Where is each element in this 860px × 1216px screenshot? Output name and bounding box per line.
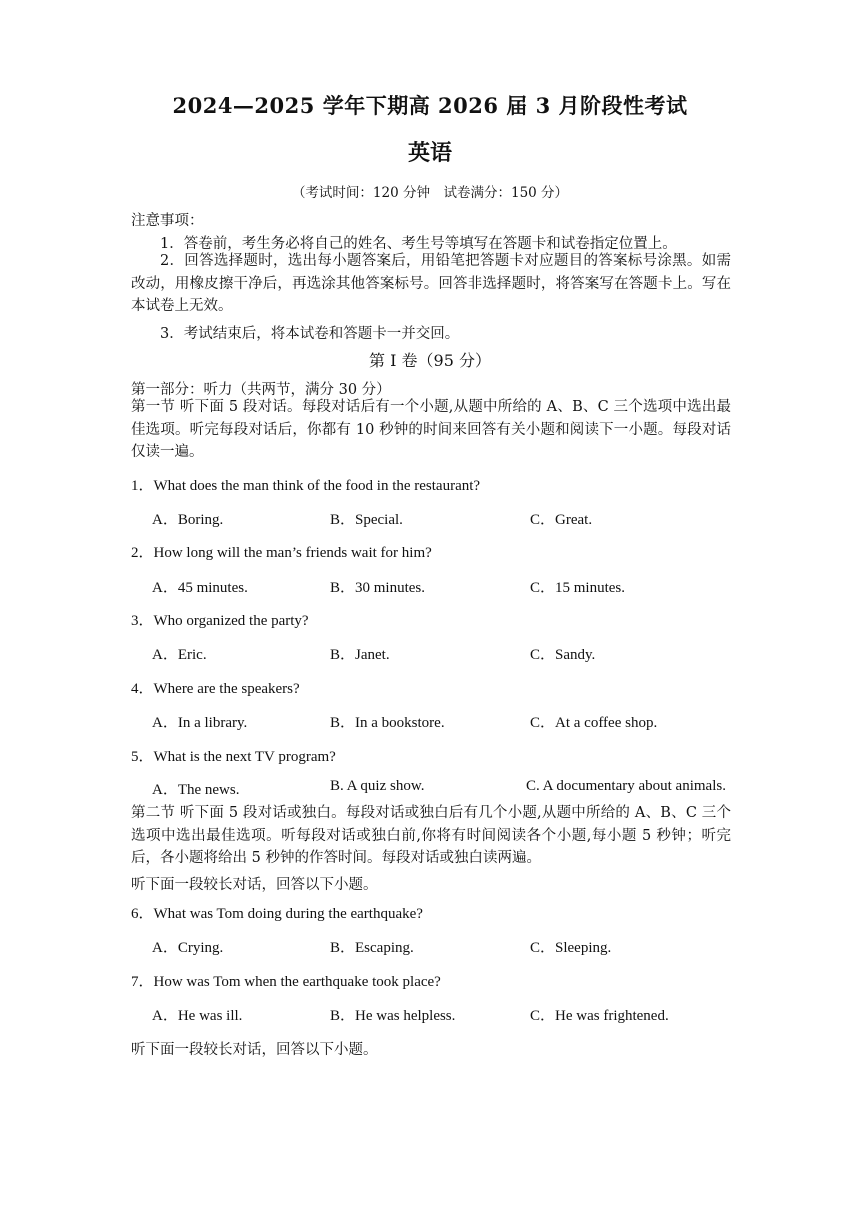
subject-title: 英语	[407, 140, 452, 166]
notice-item-1: 1．答卷前，考生务必将自己的姓名、考生号等填写在答题卡和试卷指定位置上。	[160, 236, 677, 252]
q1-option-a: A．Boring.	[152, 512, 224, 528]
part1-heading: 第一部分：听力（共两节，满分 30 分）	[131, 382, 391, 398]
question-5: 5．What is the next TV program?	[131, 749, 336, 765]
q7-option-b: B．He was helpless.	[330, 1008, 456, 1024]
volume-title: 第 I 卷（95 分）	[369, 351, 491, 370]
notice-item-2: 2．回答选择题时，选出每小题答案后，用铅笔把答题卡对应题目的答案标号涂黑。如需改动，用橡皮擦干净后，再选涂其他答案标号。回答非选择题时，将答案写在答题卡上。写在本试卷上无效。	[131, 253, 731, 314]
q2-option-a: A．45 minutes.	[152, 580, 248, 596]
q1-option-b: B．Special.	[330, 512, 403, 528]
q5-option-b: B. A quiz show.	[330, 778, 425, 794]
q3-option-b: B．Janet.	[330, 647, 390, 663]
q2-option-b: B．30 minutes.	[330, 580, 426, 596]
q7-option-c: C．He was frightened.	[530, 1008, 669, 1024]
long-dialogue-note-2: 听下面一段较长对话，回答以下小题。	[131, 1042, 378, 1058]
exam-info: （考试时间：120 分钟 试卷满分：150 分）	[291, 185, 569, 201]
q6-option-c: C．Sleeping.	[530, 940, 612, 956]
question-3: 3．Who organized the party?	[131, 613, 309, 629]
question-7: 7．How was Tom when the earthquake took place?	[131, 974, 441, 990]
q5-option-c: C. A documentary about animals.	[526, 778, 726, 794]
exam-title: 2024—2025 学年下期高 2026 届 3 月阶段性考试	[172, 93, 688, 118]
q4-option-c: C．At a coffee shop.	[530, 715, 658, 731]
notice-heading: 注意事项：	[131, 213, 204, 229]
q4-option-b: B．In a bookstore.	[330, 715, 445, 731]
q1-option-c: C．Great.	[530, 512, 593, 528]
q6-option-a: A．Crying.	[152, 940, 224, 956]
q4-option-a: A．In a library.	[152, 715, 248, 731]
section2-instructions: 第二节 听下面 5 段对话或独白。每段对话或独白后有几个小题,从题中所给的 A、B、C 三个选项中选出最佳选项。听每段对话或独白前,你将有时间阅读各个小题,每小题 5 秒钟；听完后，各小题将给出 5 秒钟的作答时间。每段对话或独白读两遍。	[131, 805, 731, 866]
long-dialogue-note-1: 听下面一段较长对话，回答以下小题。	[131, 877, 378, 893]
question-2: 2．How long will the man’s friends wait for him?	[131, 545, 432, 561]
q3-option-a: A．Eric.	[152, 647, 207, 663]
q5-option-a: A．The news.	[152, 782, 240, 798]
q7-option-a: A．He was ill.	[152, 1008, 243, 1024]
question-6: 6．What was Tom doing during the earthquake?	[131, 906, 423, 922]
q6-option-b: B．Escaping.	[330, 940, 414, 956]
section1-instructions: 第一节 听下面 5 段对话。每段对话后有一个小题,从题中所给的 A、B、C 三个选项中选出最佳选项。听完每段对话后，你都有 10 秒钟的时间来回答有关小题和阅读下一小题。每段对话仅读一遍。	[131, 399, 731, 460]
notice-item-3: 3．考试结束后，将本试卷和答题卡一并交回。	[160, 326, 460, 342]
q2-option-c: C．15 minutes.	[530, 580, 626, 596]
q3-option-c: C．Sandy.	[530, 647, 596, 663]
question-1: 1．What does the man think of the food in the restaurant?	[131, 478, 481, 494]
question-4: 4．Where are the speakers?	[131, 681, 300, 697]
